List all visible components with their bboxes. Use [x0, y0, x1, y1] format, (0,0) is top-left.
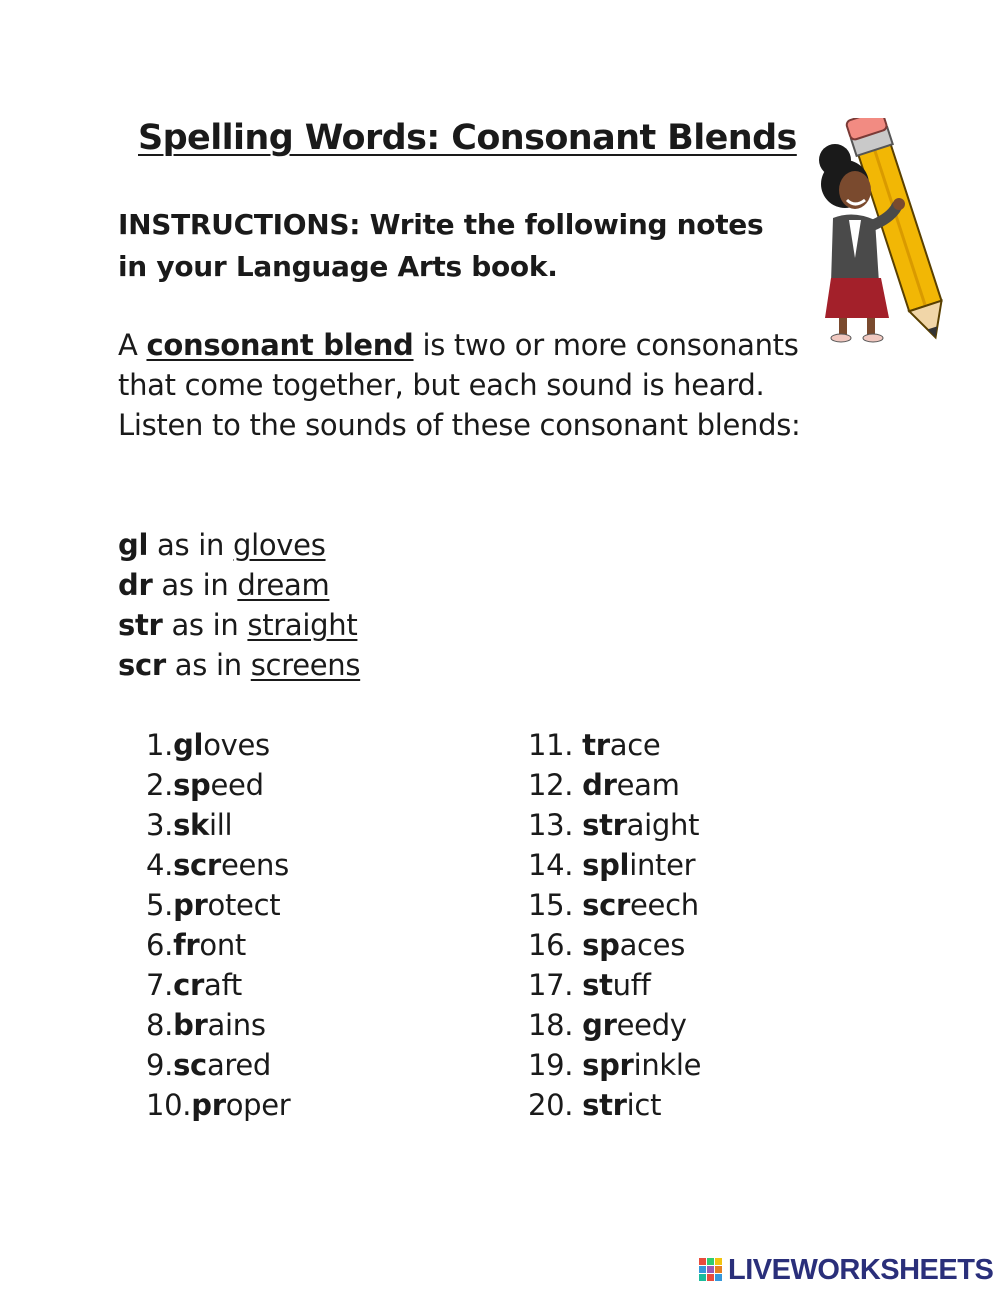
- page-title: Spelling Words: Consonant Blends: [138, 118, 797, 158]
- spelling-list-right: [528, 725, 701, 1125]
- word-rest: ont: [199, 928, 246, 962]
- word-blend: spr: [582, 1048, 634, 1082]
- word-rest: ared: [206, 1048, 272, 1082]
- word-number: 4.: [146, 848, 174, 882]
- word-rest: ains: [207, 1008, 266, 1042]
- example-blend: scr: [118, 648, 166, 682]
- word-rest: inter: [629, 848, 696, 882]
- example-word: dream: [237, 568, 330, 602]
- example-blend: str: [118, 608, 163, 642]
- spelling-word: [528, 805, 701, 845]
- word-rest: oper: [225, 1088, 291, 1122]
- word-number: 2.: [146, 768, 174, 802]
- definition-prefix: A: [118, 328, 138, 362]
- word-blend: pr: [173, 888, 208, 922]
- instructions-text: INSTRUCTIONS: Write the following notes in your Language Arts book.: [118, 208, 764, 283]
- blend-examples-list: [118, 525, 360, 685]
- word-rest: uff: [612, 968, 651, 1002]
- spelling-word: [528, 965, 701, 1005]
- word-blend: str: [582, 1088, 627, 1122]
- word-rest: aces: [619, 928, 686, 962]
- word-number: 5.: [146, 888, 174, 922]
- word-rest: ill: [209, 808, 233, 842]
- word-blend: tr: [582, 728, 610, 762]
- word-number: 16.: [528, 928, 583, 962]
- word-blend: sk: [173, 808, 210, 842]
- footer-logo: [698, 1254, 993, 1286]
- example-word: screens: [250, 648, 361, 682]
- spelling-word: [146, 725, 290, 765]
- spelling-word: [528, 725, 701, 765]
- word-rest: ace: [609, 728, 661, 762]
- liveworksheets-logo-icon: [698, 1257, 724, 1283]
- word-blend: st: [582, 968, 613, 1002]
- example-mid: as in: [171, 608, 239, 642]
- word-number: 7.: [146, 968, 174, 1002]
- example-item: [118, 605, 360, 645]
- word-rest: oves: [203, 728, 270, 762]
- spelling-word: [528, 1045, 701, 1085]
- word-blend: fr: [173, 928, 200, 962]
- word-rest: eens: [220, 848, 289, 882]
- spelling-word: [146, 845, 290, 885]
- example-blend: gl: [118, 528, 149, 562]
- word-number: 17.: [528, 968, 583, 1002]
- definition-term: consonant blend: [146, 328, 414, 362]
- spelling-word: [146, 765, 290, 805]
- word-rest: aft: [203, 968, 242, 1002]
- word-blend: cr: [173, 968, 204, 1002]
- word-number: 6.: [146, 928, 174, 962]
- word-number: 19.: [528, 1048, 583, 1082]
- word-blend: br: [173, 1008, 208, 1042]
- spelling-word: [146, 885, 290, 925]
- example-item: [118, 565, 360, 605]
- word-number: 12.: [528, 768, 583, 802]
- word-number: 8.: [146, 1008, 174, 1042]
- spelling-word: [528, 765, 701, 805]
- word-rest: inkle: [633, 1048, 702, 1082]
- spelling-word: [528, 845, 701, 885]
- word-blend: gr: [582, 1008, 617, 1042]
- spelling-word: [146, 1005, 290, 1045]
- example-mid: as in: [157, 528, 225, 562]
- word-blend: sp: [582, 928, 620, 962]
- word-rest: eech: [630, 888, 699, 922]
- word-rest: eed: [210, 768, 264, 802]
- word-number: 15.: [528, 888, 583, 922]
- word-number: 9.: [146, 1048, 174, 1082]
- spelling-word: [528, 1085, 701, 1125]
- word-number: 1.: [146, 728, 174, 762]
- example-blend: dr: [118, 568, 153, 602]
- logo-text: LIVEWORKSHEETS: [728, 1253, 994, 1286]
- word-blend: scr: [582, 888, 630, 922]
- spelling-word: [146, 965, 290, 1005]
- spelling-word: [528, 885, 701, 925]
- spelling-word: [528, 925, 701, 965]
- word-blend: sp: [173, 768, 211, 802]
- word-number: 13.: [528, 808, 583, 842]
- word-number: 11.: [528, 728, 583, 762]
- definition-paragraph: [118, 325, 818, 445]
- word-number: 14.: [528, 848, 583, 882]
- spelling-word: [146, 925, 290, 965]
- spelling-word: [146, 1085, 290, 1125]
- word-blend: str: [582, 808, 627, 842]
- word-blend: pr: [191, 1088, 226, 1122]
- example-word: gloves: [233, 528, 326, 562]
- spelling-word: [146, 805, 290, 845]
- word-blend: sc: [173, 1048, 207, 1082]
- teacher-with-pencil-illustration: [805, 118, 955, 343]
- example-mid: as in: [174, 648, 242, 682]
- word-rest: ict: [626, 1088, 662, 1122]
- definition-text: is two or more consonants that come together, but each sound is heard. Listen to the sounds of these consonant blends:: [118, 328, 801, 442]
- word-rest: eam: [616, 768, 680, 802]
- spelling-word: [146, 1045, 290, 1085]
- word-blend: scr: [173, 848, 221, 882]
- word-number: 3.: [146, 808, 174, 842]
- word-rest: eedy: [616, 1008, 687, 1042]
- word-blend: gl: [173, 728, 204, 762]
- word-number: 10.: [146, 1088, 192, 1122]
- word-rest: otect: [207, 888, 281, 922]
- spelling-list-left: [146, 725, 290, 1125]
- example-mid: as in: [161, 568, 229, 602]
- example-item: [118, 645, 360, 685]
- word-blend: spl: [582, 848, 630, 882]
- example-word: straight: [247, 608, 358, 642]
- word-blend: dr: [582, 768, 617, 802]
- example-item: [118, 525, 360, 565]
- word-number: 20.: [528, 1088, 583, 1122]
- word-number: 18.: [528, 1008, 583, 1042]
- spelling-word: [528, 1005, 701, 1045]
- word-rest: aight: [626, 808, 700, 842]
